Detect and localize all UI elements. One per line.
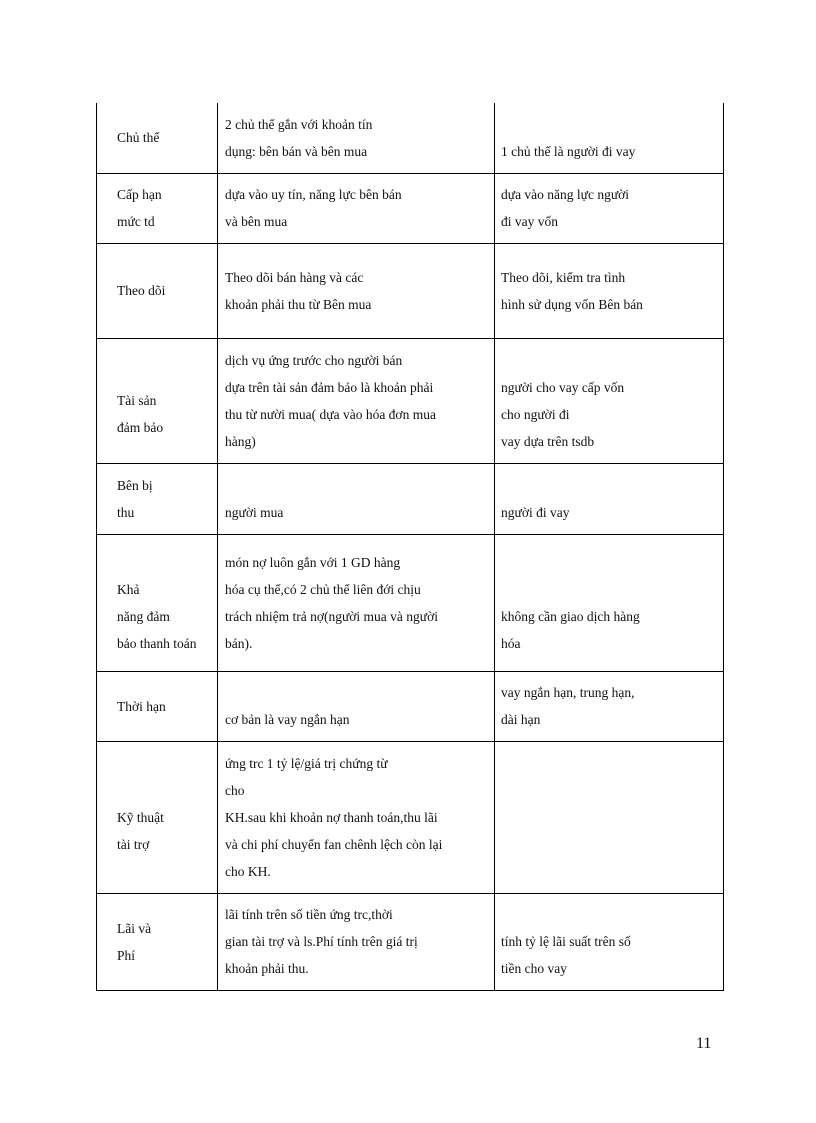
right-cell <box>495 103 724 173</box>
table-row <box>97 338 724 463</box>
left-cell <box>218 893 495 990</box>
comparison-table <box>96 103 724 991</box>
criterion-text: Khả năng đảm bảo thanh toán <box>117 581 197 651</box>
right-text: dựa vào năng lực người đi vay vốn <box>501 187 630 229</box>
right-cell <box>495 338 724 463</box>
left-cell <box>218 103 495 173</box>
criterion-cell <box>97 103 218 173</box>
table-row <box>97 741 724 893</box>
right-cell <box>495 741 724 893</box>
right-text: người đi vay <box>501 504 570 520</box>
left-text: dịch vụ ứng trước cho người bán dựa trên tài sản đảm bảo là khoản phải thu từ nười mua( dựa vào hóa đơn mua hàng) <box>225 352 436 449</box>
right-cell <box>495 243 724 338</box>
right-cell <box>495 463 724 534</box>
left-cell <box>218 463 495 534</box>
left-text: cơ bản là vay ngắn hạn <box>225 712 350 727</box>
right-text: Theo dõi, kiểm tra tình hình sử dụng vốn Bên bán <box>501 269 643 312</box>
criterion-cell <box>97 463 218 534</box>
table-row <box>97 173 724 243</box>
criterion-text: Kỹ thuật tài trợ <box>117 809 164 852</box>
left-text: dựa vào uy tín, năng lực bên bán và bên mua <box>225 187 402 229</box>
left-text: Theo dõi bán hàng và các khoản phải thu từ Bên mua <box>225 269 372 312</box>
criterion-text: Chủ thể <box>117 130 160 146</box>
left-cell <box>218 173 495 243</box>
criterion-text: Bên bị thu <box>117 477 153 520</box>
right-cell <box>495 173 724 243</box>
criterion-text: Thời hạn <box>117 698 166 714</box>
left-cell <box>218 338 495 463</box>
criterion-cell <box>97 338 218 463</box>
criterion-cell <box>97 671 218 741</box>
left-cell <box>218 741 495 893</box>
left-text: lãi tính trên số tiền ứng trc,thời gian tài trợ và ls.Phí tính trên giá trị khoản phải thu. <box>225 907 418 976</box>
left-text: người mua <box>225 504 284 520</box>
page-number: 11 <box>696 1035 712 1052</box>
criterion-cell <box>97 893 218 990</box>
criterion-cell <box>97 173 218 243</box>
criterion-text: Lãi và Phí <box>117 920 152 963</box>
table-row <box>97 534 724 671</box>
left-cell <box>218 671 495 741</box>
left-cell <box>218 534 495 671</box>
table-row <box>97 893 724 990</box>
table-row <box>97 243 724 338</box>
criterion-text: Theo dõi <box>117 283 166 298</box>
table-row <box>97 103 724 173</box>
right-cell <box>495 893 724 990</box>
criterion-cell <box>97 534 218 671</box>
right-cell <box>495 671 724 741</box>
table-row <box>97 463 724 534</box>
criterion-text: Cấp hạn mức td <box>117 187 162 229</box>
left-text: 2 chủ thể gắn với khoản tín dụng: bên bán và bên mua <box>225 116 373 159</box>
right-cell <box>495 534 724 671</box>
criterion-cell <box>97 243 218 338</box>
left-text: ứng trc 1 tỷ lệ/giá trị chứng từ cho KH.sau khi khoản nợ thanh toán,thu lãi và chi phí chuyển fan chênh lệch còn lại cho KH. <box>225 755 443 879</box>
left-text: món nợ luôn gắn với 1 GD hàng hóa cụ thể,có 2 chủ thể liên đới chịu trách nhiệm trả nợ(người mua và người bán). <box>225 554 438 651</box>
left-cell <box>218 243 495 338</box>
right-text: vay ngắn hạn, trung hạn, dài hạn <box>501 685 635 727</box>
criterion-cell <box>97 741 218 893</box>
table-row <box>97 671 724 741</box>
right-text: tính tỷ lệ lãi suất trên số tiền cho vay <box>501 934 631 976</box>
right-text: 1 chủ thể là người đi vay <box>501 143 636 159</box>
right-text: người cho vay cấp vốn cho người đi vay dựa trên tsdb <box>501 379 625 449</box>
criterion-text: Tài sản đảm bảo <box>117 393 164 435</box>
right-text: không cần giao dịch hàng hóa <box>501 608 640 651</box>
